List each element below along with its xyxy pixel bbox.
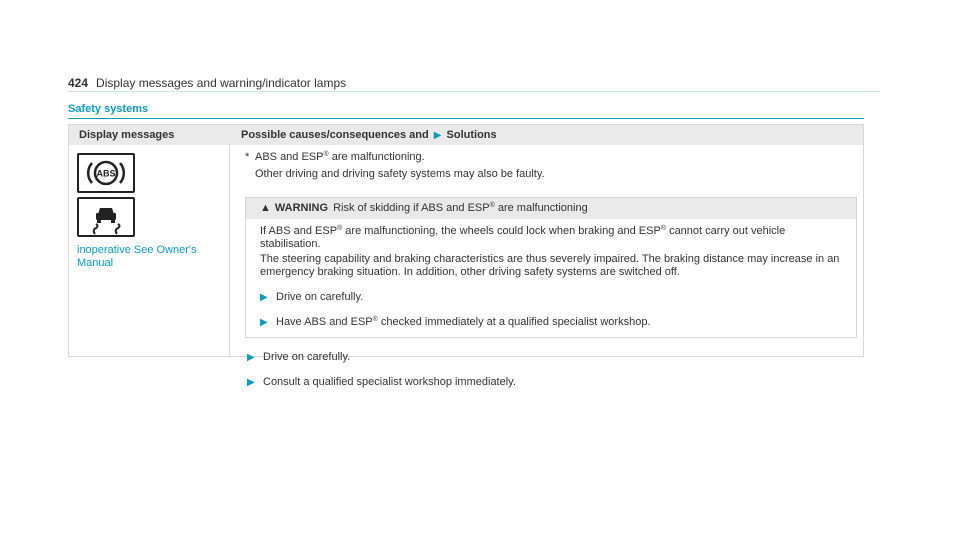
warning-header: ▲ WARNING Risk of skidding if ABS and ESP® are malfunctioning xyxy=(246,198,856,219)
arrow-right-icon: ▶ xyxy=(260,317,268,328)
section-title: Safety systems xyxy=(68,103,149,115)
cause-line-2: Other driving and driving safety systems may also be faulty. xyxy=(255,168,545,180)
col-causes-solutions xyxy=(241,129,497,141)
warning-step-1: ▶ Drive on carefully. xyxy=(260,291,364,303)
section-divider xyxy=(68,118,864,119)
col-display-messages: Display messages xyxy=(79,129,175,141)
col2-label-post: Solutions xyxy=(446,129,497,141)
arrow-right-icon: ▶ xyxy=(247,377,255,388)
solution-step-1: ▶ Drive on carefully. xyxy=(247,351,351,363)
header-title: Display messages and warning/indicator lamps xyxy=(96,76,347,90)
display-messages-table xyxy=(68,124,864,388)
cause-line-1: ABS and ESP® are malfunctioning. xyxy=(255,151,425,163)
col2-label-pre: Possible causes/consequences and xyxy=(241,129,429,141)
display-message-text: inoperative See Owner's Manual xyxy=(77,244,197,269)
warning-paragraph-1: If ABS and ESP® are malfunctioning, the wheels could lock when braking and ESP® cannot carry out vehicle stabilisation. xyxy=(260,225,786,250)
warning-box xyxy=(245,197,857,338)
warning-step-2: ▶ Have ABS and ESP® checked immediately at a qualified specialist workshop. xyxy=(260,316,651,328)
abs-warning-lamp-icon xyxy=(77,153,135,193)
arrow-right-icon: ▶ xyxy=(260,292,268,303)
table-header xyxy=(69,125,863,145)
arrow-right-icon: ▶ xyxy=(247,352,255,363)
page-number: 424 xyxy=(68,76,89,90)
svg-text:ABS: ABS xyxy=(96,168,116,179)
arrow-right-icon: ▶ xyxy=(433,130,442,141)
warning-triangle-icon: ▲ xyxy=(260,202,271,214)
page-header xyxy=(68,76,346,90)
warning-label: WARNING xyxy=(274,202,329,214)
warning-body xyxy=(246,219,856,337)
esp-skid-warning-lamp-icon xyxy=(77,197,135,237)
cause-block xyxy=(241,151,853,181)
warning-paragraph-2: The steering capability and braking characteristics are thus severely impaired. The braking distance may increase in an emergency braking situation. In addition, other driving safety systems are switched off. xyxy=(260,253,840,278)
column-divider xyxy=(229,145,230,356)
footnote-marker: * xyxy=(245,151,250,163)
header-divider xyxy=(68,91,880,92)
solution-step-2: ▶ Consult a qualified specialist workshop immediately. xyxy=(247,376,516,388)
causes-solutions-cell xyxy=(241,151,853,389)
